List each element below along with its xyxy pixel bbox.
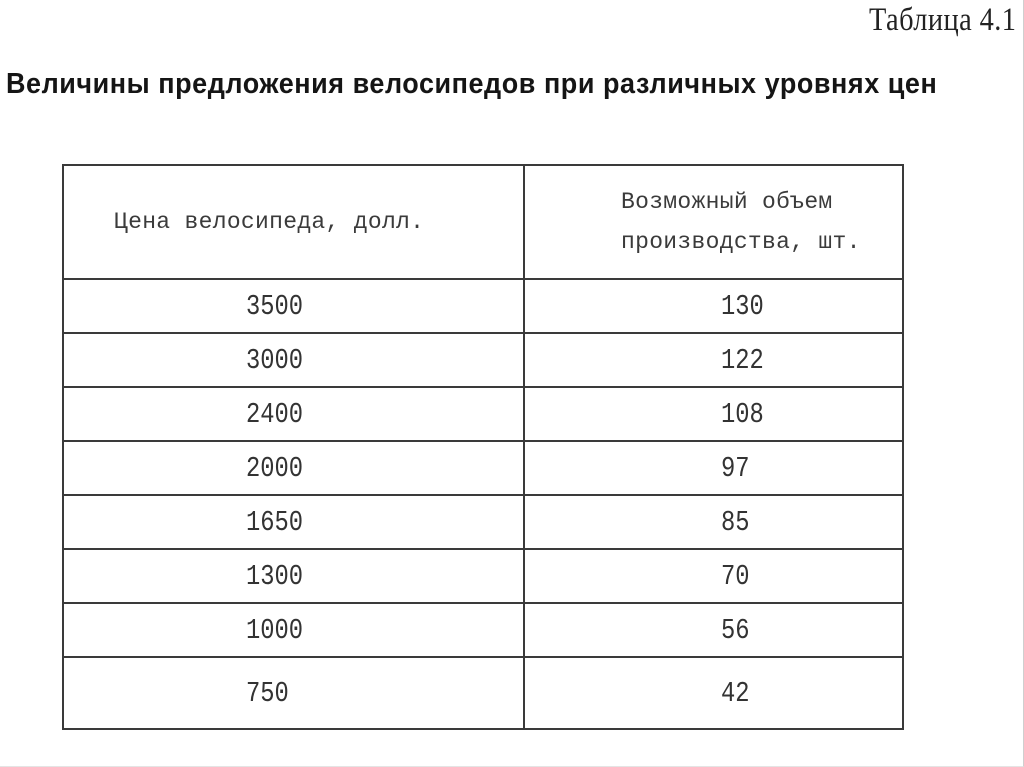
header-price: Цена велосипеда, долл. xyxy=(63,165,524,279)
price-cell xyxy=(63,549,524,603)
table-number: Таблица 4.1 xyxy=(868,2,1016,38)
volume-cell xyxy=(524,657,903,729)
price-cell xyxy=(63,657,524,729)
table-row xyxy=(63,657,903,729)
table-title: Величины предложения велосипедов при различных уровнях цен xyxy=(6,68,938,100)
price-value: 3500 xyxy=(246,289,304,323)
volume-cell xyxy=(524,333,903,387)
header-volume-line2: производства, шт. xyxy=(621,229,861,255)
volume-value: 108 xyxy=(721,397,764,431)
volume-value: 56 xyxy=(721,613,750,647)
price-value: 1300 xyxy=(246,559,304,593)
table-row xyxy=(63,549,903,603)
price-cell xyxy=(63,333,524,387)
header-volume xyxy=(524,165,903,279)
header-volume-line1: Возможный объем xyxy=(621,189,833,215)
volume-cell xyxy=(524,441,903,495)
volume-value: 70 xyxy=(721,559,750,593)
volume-value: 85 xyxy=(721,505,750,539)
volume-value: 130 xyxy=(721,289,764,323)
volume-cell xyxy=(524,549,903,603)
price-value: 3000 xyxy=(246,343,304,377)
table-row xyxy=(63,387,903,441)
supply-table xyxy=(62,164,904,730)
table-header-row xyxy=(63,165,903,279)
price-value: 1000 xyxy=(246,613,304,647)
price-value: 1650 xyxy=(246,505,304,539)
table-row xyxy=(63,441,903,495)
price-cell xyxy=(63,603,524,657)
price-cell xyxy=(63,441,524,495)
table-row xyxy=(63,603,903,657)
volume-cell xyxy=(524,603,903,657)
volume-value: 122 xyxy=(721,343,764,377)
table-row xyxy=(63,333,903,387)
volume-value: 42 xyxy=(721,676,750,710)
table-row xyxy=(63,495,903,549)
volume-value: 97 xyxy=(721,451,750,485)
volume-cell xyxy=(524,279,903,333)
price-value: 750 xyxy=(246,676,289,710)
price-cell xyxy=(63,279,524,333)
price-cell xyxy=(63,387,524,441)
volume-cell xyxy=(524,387,903,441)
volume-cell xyxy=(524,495,903,549)
price-cell xyxy=(63,495,524,549)
price-value: 2000 xyxy=(246,451,304,485)
price-value: 2400 xyxy=(246,397,304,431)
table-row xyxy=(63,279,903,333)
